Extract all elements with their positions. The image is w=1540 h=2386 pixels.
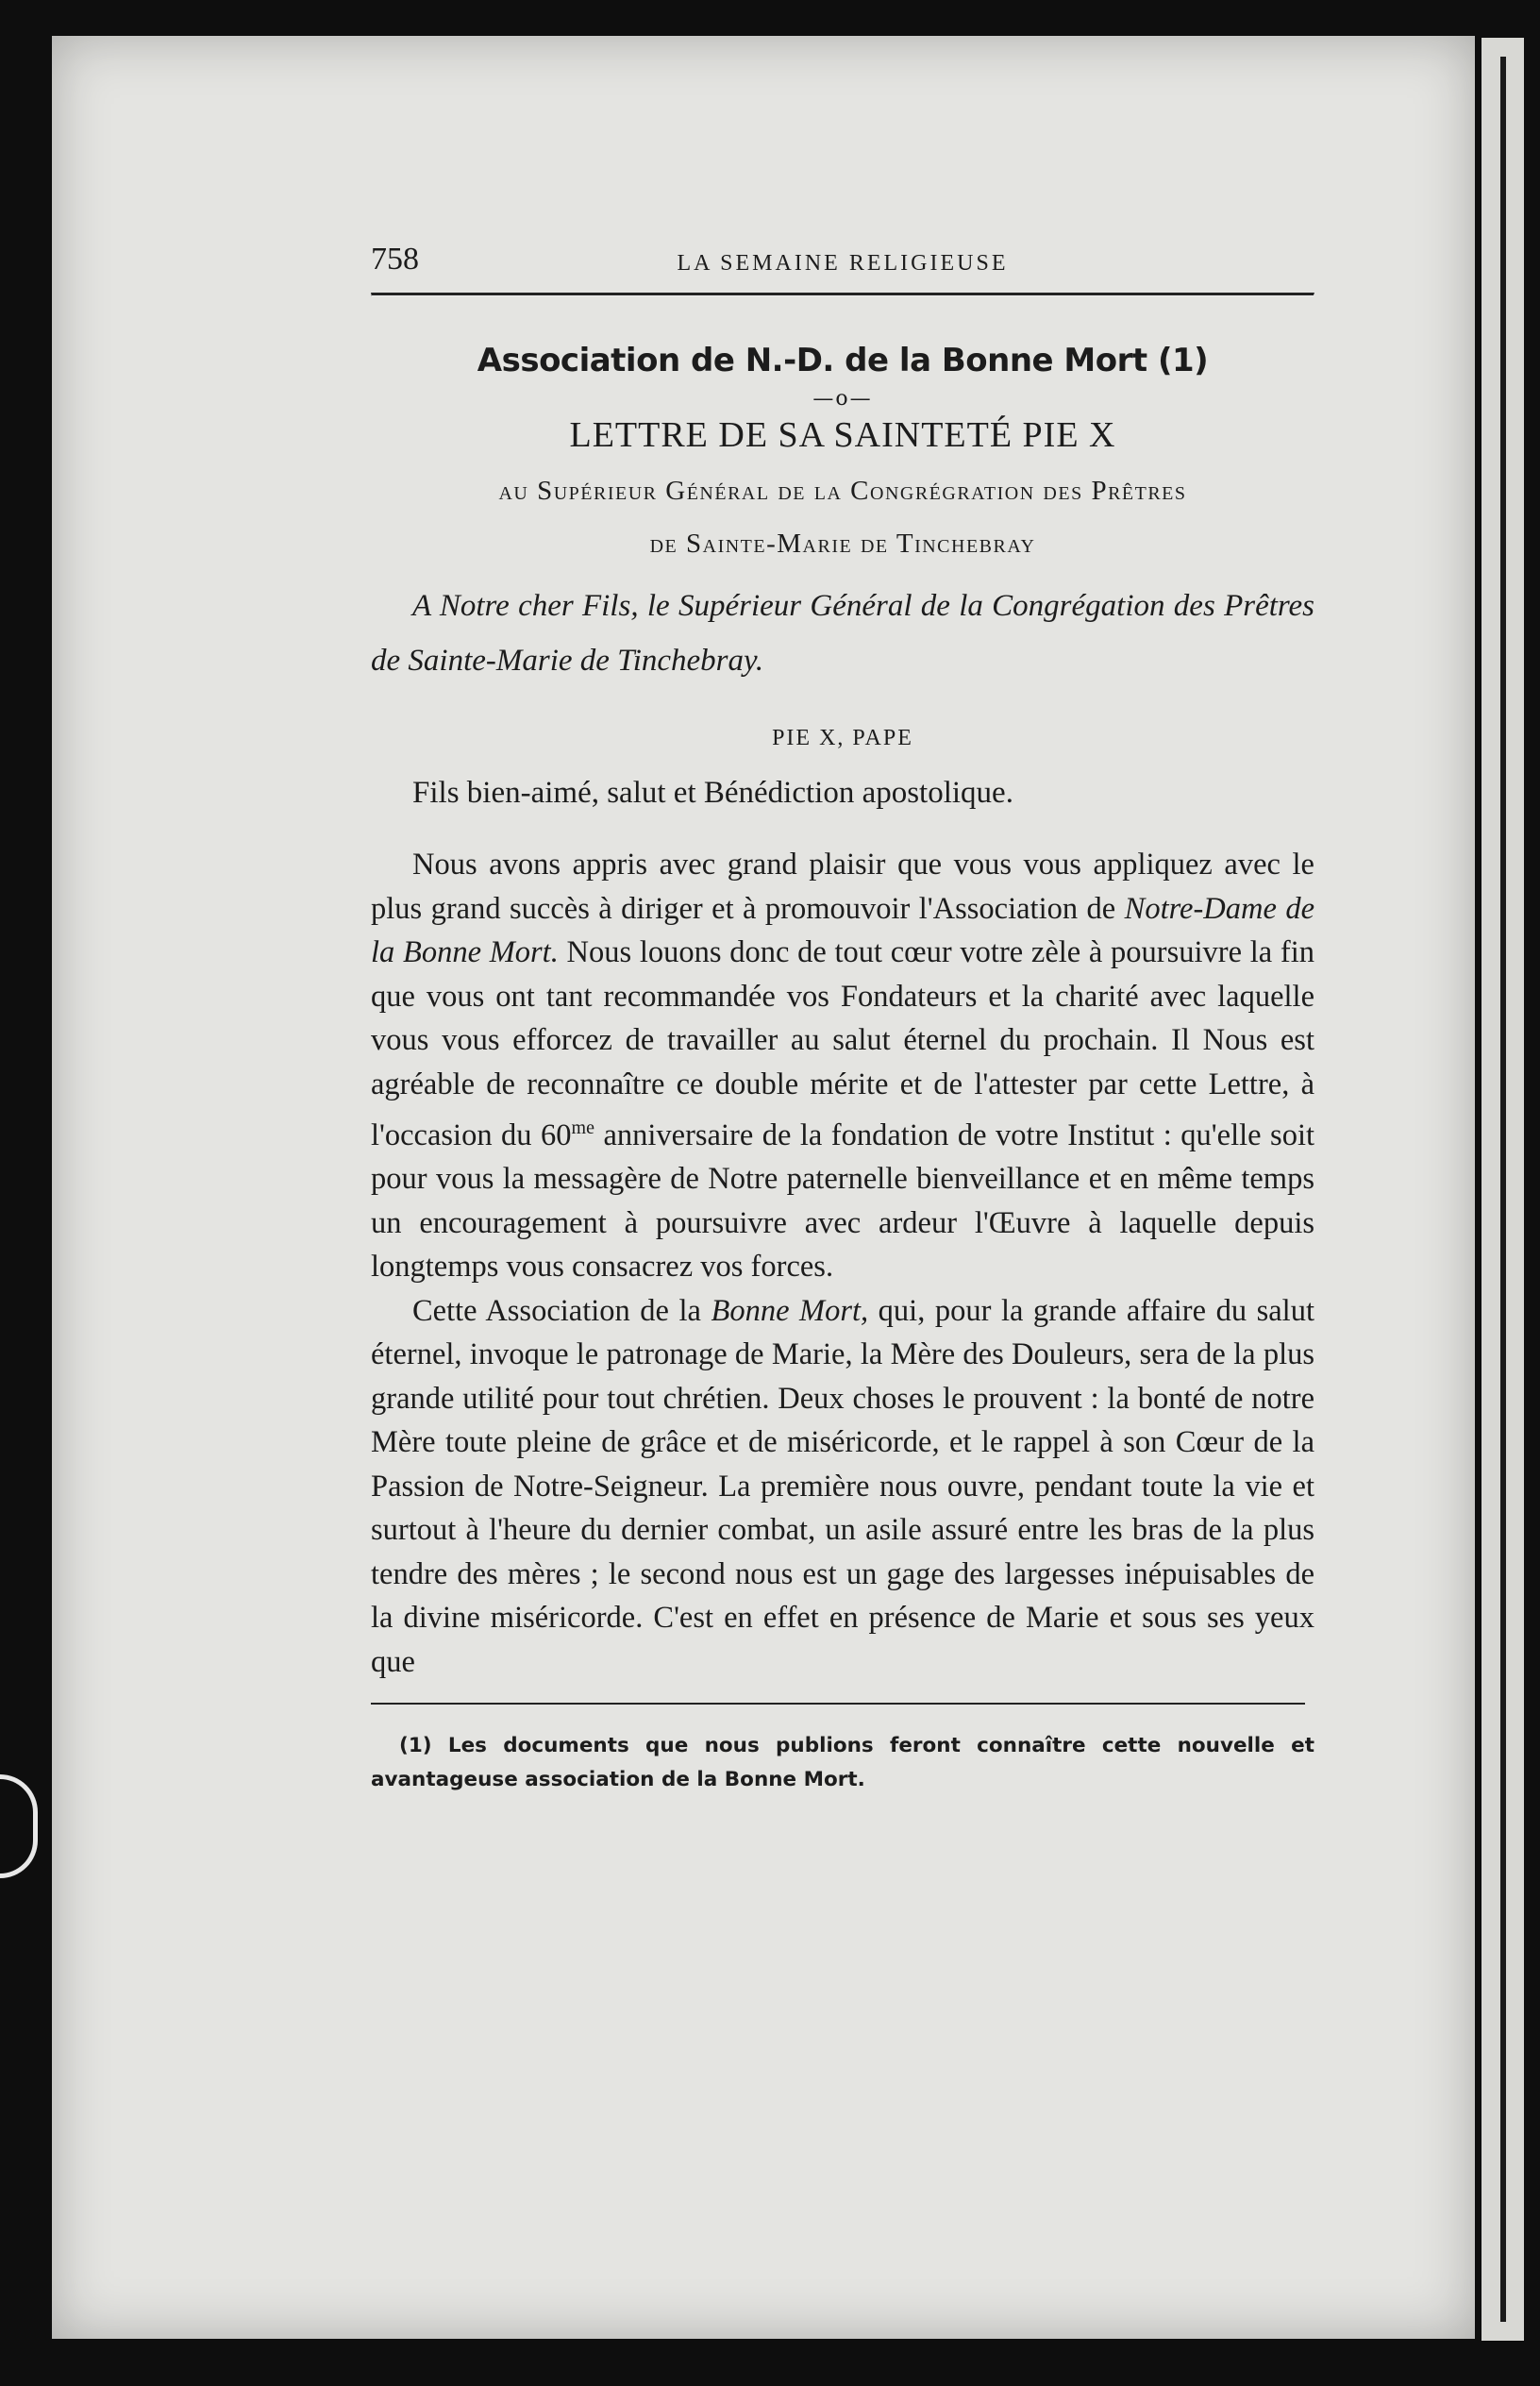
- salutation: Fils bien-aimé, salut et Bénédiction apostolique.: [412, 776, 1013, 810]
- address-line-2: de Sainte-Marie de Tinchebray: [649, 529, 1036, 559]
- letter-title: LETTRE DE SA SAINTETÉ PIE X: [569, 415, 1116, 455]
- emphasis-notre-dame: Notre-Dame de la Bonne Mort.: [371, 891, 1315, 969]
- page-number: 758: [371, 242, 419, 277]
- emphasis-bonne-mort: Bonne Mort,: [711, 1293, 869, 1328]
- address-line-1: au Supérieur Général de la Congrégration des Prêtres: [498, 476, 1187, 506]
- binding-mark: [0, 1774, 38, 1878]
- footnote: (1) Les documents que nous publions feront connaître cette nouvelle et avantageuse association de la Bonne Mort.: [371, 1734, 1314, 1792]
- title-separator: —o—: [812, 387, 873, 411]
- papal-signature: PIE X, PAPE: [772, 726, 913, 750]
- footnote-rule: [371, 1703, 1305, 1705]
- page-content: [371, 236, 1314, 1797]
- ordinal-superscript: me: [571, 1117, 594, 1138]
- paragraph-1: Nous avons appris avec grand plaisir que vous vous appliquez avec le plus grand succès à diriger et à promouvoir l'Association de Notre-Dame de la Bonne Mort. Nous louons donc de tout cœur votre zèle à poursuivre la fin que vous ont tant recommandée vos Fondateurs et la charité avec laquelle vous vous efforcez de travailler au salut éternel du prochain. Il Nous est agréable de reconnaître ce double mérite et de l'attester par cette Lettre, à l'occasion du $60^{me}$ anniversaire de la fondation de votre Institut : qu'elle soit pour vous la messagère de Notre paternelle bienveillance et en même temps un encouragement à poursuivre avec ardeur l'Œuvre à laquelle depuis longtemps vous consacrez vos forces.: [371, 848, 1315, 1285]
- article-title: Association de N.-D. de la Bonne Mort (1): [477, 342, 1209, 379]
- dedication: A Notre cher Fils, le Supérieur Général de la Congrégation des Prêtres de Sainte-Marie de Tinchebray.: [371, 589, 1314, 678]
- paragraph-2: Cette Association de la Bonne Mort, qui, pour la grande affaire du salut éternel, invoque le patronage de Marie, la Mère des Douleurs, sera de la plus grande utilité pour tout chrétien. Deux choses le prouvent : la bonté de notre Mère toute pleine de grâce et de miséricorde, et le rappel à son Cœur de la Passion de Notre-Seigneur. La première nous ouvre, pendant toute la vie et surtout à l'heure du dernier combat, un asile assuré entre les bras de la plus tendre des mères ; le second nous est un gage des largesses inépuisables de la divine miséricorde. C'est en effet en présence de Marie et sous ses yeux que: [371, 1293, 1314, 1679]
- gutter-shadow: [1500, 57, 1506, 2322]
- running-header: [371, 236, 1314, 293]
- header-rule: [371, 293, 1314, 296]
- running-title: LA SEMAINE RELIGIEUSE: [677, 251, 1009, 276]
